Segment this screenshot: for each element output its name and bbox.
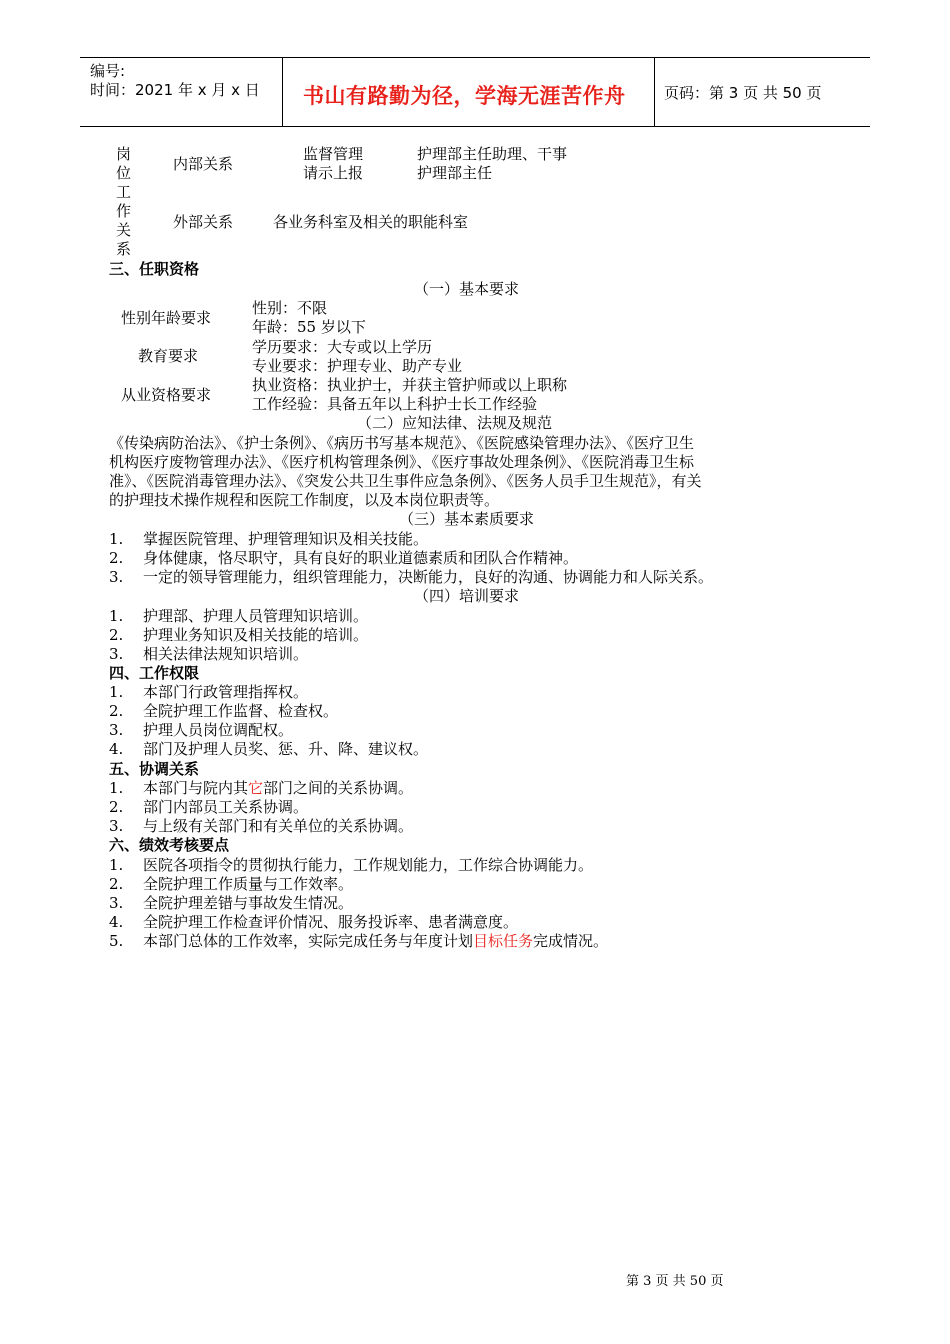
requirement-line: 专业要求：护理专业、助产专业 (252, 357, 463, 375)
subsection-title: （二）应知法律、法规及规范 (357, 414, 553, 432)
list-item: 2. 护理业务知识及相关技能的培训。 (109, 626, 369, 644)
subsection-title: （一）基本要求 (414, 280, 520, 298)
law-list-line: 机构医疗废物管理办法》、《医疗机构管理条例》、《医疗事故处理条例》、《医院消毒卫生标 (109, 453, 695, 471)
list-item: 1. 护理部、护理人员管理知识培训。 (109, 607, 369, 625)
header-motto: 书山有路勤为径，学海无涯苦作舟 (303, 84, 626, 108)
section-title: 六、绩效考核要点 (109, 836, 230, 854)
list-item: 3. 与上级有关部门和有关单位的关系协调。 (109, 817, 414, 835)
internal-relation-type: 监督管理 (303, 145, 364, 163)
list-item: 2. 身体健康，恪尽职守，具有良好的职业道德素质和团队合作精神。 (109, 549, 579, 567)
doc-code-label: 编号: (90, 62, 126, 80)
list-item: 2. 全院护理工作监督、检查权。 (109, 702, 339, 720)
law-list-line: 准》、《医院消毒管理办法》、《突发公共卫生事件应急条例》、《医务人员手卫生规范》，有关 (109, 472, 702, 490)
list-item: 5. 本部门总体的工作效率，实际完成任务与年度计划目标任务完成情况。 (109, 932, 609, 950)
list-item: 4. 部门及护理人员奖、惩、升、降、建议权。 (109, 740, 429, 758)
list-item: 2. 部门内部员工关系协调。 (109, 798, 309, 816)
relations-side-label-char: 位 (116, 164, 132, 182)
law-list-line: 的护理技术操作规程和医院工作制度，以及本岗位职责等。 (109, 491, 500, 509)
internal-relation-target: 护理部主任助理、干事 (417, 145, 568, 163)
relations-side-label-char: 工 (116, 183, 132, 201)
external-relations-text: 各业务科室及相关的职能科室 (273, 213, 469, 231)
requirement-line: 学历要求：大专或以上学历 (252, 338, 433, 356)
law-list-line: 《传染病防治法》、《护士条例》、《病历书写基本规范》、《医院感染管理办法》、《医疗卫生 (109, 434, 695, 452)
subsection-title: （三）基本素质要求 (399, 510, 535, 528)
page-footer: 第 3 页 共 50 页 (626, 1274, 724, 1289)
list-item: 1. 本部门与院内其它部门之间的关系协调。 (109, 779, 414, 797)
list-item: 1. 掌握医院管理、护理管理知识及相关技能。 (109, 530, 429, 548)
list-item: 1. 医院各项指令的贯彻执行能力，工作规划能力，工作综合协调能力。 (109, 856, 594, 874)
section-title: 三、任职资格 (109, 260, 200, 278)
list-item: 3. 一定的领导管理能力，组织管理能力，决断能力，良好的沟通、协调能力和人际关系。 (109, 568, 714, 586)
list-item: 3. 护理人员岗位调配权。 (109, 721, 294, 739)
subsection-title: （四）培训要求 (414, 587, 520, 605)
list-item: 3. 相关法律法规知识培训。 (109, 645, 309, 663)
header-divider (282, 58, 283, 126)
list-item: 4. 全院护理工作检查评价情况、服务投诉率、患者满意度。 (109, 913, 519, 931)
doc-time-label: 时间：2021 年 x 月 x 日 (90, 81, 260, 99)
internal-relation-target: 护理部主任 (417, 164, 493, 182)
requirement-line: 执业资格：执业护士，并获主管护师或以上职称 (252, 376, 568, 394)
requirement-label: 性别年龄要求 (121, 309, 212, 327)
requirement-label: 从业资格要求 (121, 386, 212, 404)
relations-side-label-char: 作 (116, 202, 132, 220)
external-relations-label: 外部关系 (173, 213, 234, 231)
list-item: 1. 本部门行政管理指挥权。 (109, 683, 309, 701)
internal-relation-type: 请示上报 (303, 164, 364, 182)
internal-relations-label: 内部关系 (173, 155, 234, 173)
page-header (80, 57, 870, 127)
list-item: 3. 全院护理差错与事故发生情况。 (109, 894, 354, 912)
section-title: 四、工作权限 (109, 664, 200, 682)
highlighted-text: 目标任务 (473, 932, 534, 950)
requirement-line: 年龄：55 岁以下 (252, 318, 366, 336)
header-page-info: 页码：第 3 页 共 50 页 (664, 84, 822, 102)
requirement-label: 教育要求 (138, 347, 199, 365)
header-divider (654, 58, 655, 126)
section-title: 五、协调关系 (109, 760, 200, 778)
requirement-line: 性别：不限 (252, 299, 328, 317)
relations-side-label-char: 系 (116, 240, 132, 258)
highlighted-text: 它 (248, 779, 264, 797)
requirement-line: 工作经验：具备五年以上科护士长工作经验 (252, 395, 538, 413)
list-item: 2. 全院护理工作质量与工作效率。 (109, 875, 354, 893)
relations-side-label-char: 关 (116, 221, 132, 239)
relations-side-label-char: 岗 (116, 145, 132, 163)
